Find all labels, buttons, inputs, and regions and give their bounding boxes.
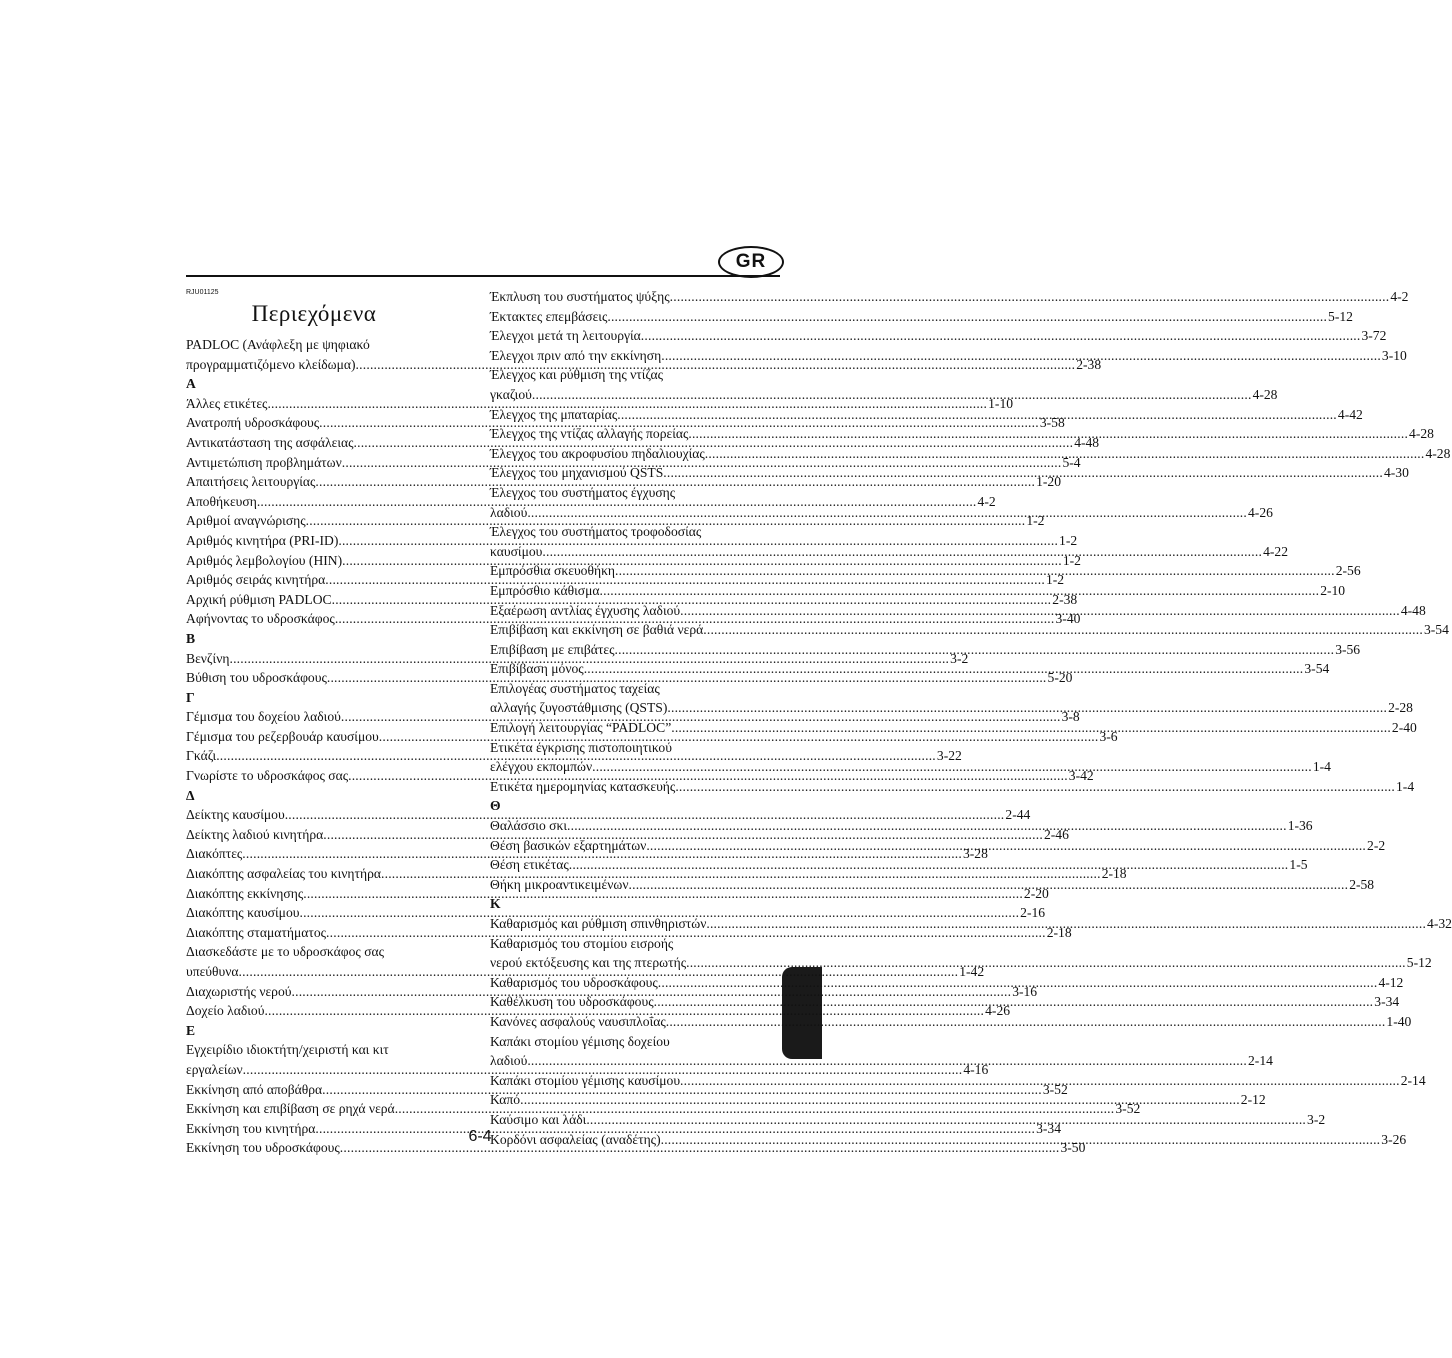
entry-title: καυσίμου xyxy=(490,543,543,559)
entry-page: 2-58 xyxy=(1349,876,1375,892)
entry-page: 2-12 xyxy=(1240,1092,1266,1108)
index-entry xyxy=(186,805,1031,825)
dot-leader xyxy=(658,973,1378,993)
entry-title: Διακόπτης ασφαλείας του κινητήρα xyxy=(186,866,381,882)
entry-page: 3-54 xyxy=(1423,622,1449,638)
entry-title: Καθέλκυση του υδροσκάφους xyxy=(490,994,654,1010)
entry-title: Εκκίνηση του κινητήρα xyxy=(186,1120,316,1136)
entry-title: Διακόπτες xyxy=(186,846,243,862)
entry-page: 2-56 xyxy=(1335,563,1361,579)
entry-title: Εκκίνηση του υδροσκάφους xyxy=(186,1140,340,1156)
index-entry-line: Έλεγχος του συστήματος τροφοδοσίας xyxy=(490,524,702,540)
entry-title: Δείκτης καυσίμου xyxy=(186,807,285,823)
entry-title: Διαχωριστής νερού xyxy=(186,983,292,999)
dot-leader xyxy=(675,777,1395,797)
entry-title: Εκκίνηση από αποβάθρα xyxy=(186,1081,323,1097)
entry-page: 4-42 xyxy=(1337,406,1363,422)
dot-leader xyxy=(703,620,1423,640)
dot-leader xyxy=(584,659,1304,679)
entry-title: Καύσιμο και λάδι xyxy=(490,1111,587,1127)
entry-title: Καθαρισμός του υδροσκάφους xyxy=(490,974,658,990)
entry-title: Αριθμοί αναγνώρισης xyxy=(186,513,306,529)
entry-title: νερού εκτόξευσης και της πτερωτής xyxy=(490,955,687,971)
entry-title: Έλεγχος του ακροφυσίου πηδαλιουχίας xyxy=(490,445,705,461)
entry-page: 3-28 xyxy=(962,846,988,862)
entry-title: Αφήνοντας το υδροσκάφος xyxy=(186,611,335,627)
entry-title: Δοχείο λαδιού xyxy=(186,1003,265,1019)
dot-leader xyxy=(615,640,1335,660)
entry-page: 2-18 xyxy=(1101,866,1127,882)
entry-page: 4-30 xyxy=(1383,465,1409,481)
entry-page: 4-26 xyxy=(1248,504,1273,520)
entry-title: λαδιού xyxy=(490,1053,528,1069)
dot-leader xyxy=(688,424,1408,444)
entry-page: 1-10 xyxy=(988,395,1014,411)
entry-page: 4-22 xyxy=(1263,543,1288,559)
entry-title: Έλεγχοι μετά τη λειτουργία xyxy=(490,328,641,344)
entry-page: 4-26 xyxy=(985,1003,1011,1019)
entry-title: Εξαέρωση αντλίας έγχυσης λαδιού xyxy=(490,602,681,618)
entry-title: Διακόπτης καυσίμου xyxy=(186,905,300,921)
entry-page: 2-38 xyxy=(1052,591,1078,607)
entry-page: 3-16 xyxy=(1012,983,1038,999)
dot-leader xyxy=(629,875,1349,895)
entry-title: Αντικατάσταση της ασφάλειας xyxy=(186,434,354,450)
page-title: Περιεχόμενα xyxy=(251,301,377,326)
entry-page: 3-8 xyxy=(1061,709,1080,725)
dot-leader xyxy=(654,992,1374,1012)
dot-leader xyxy=(527,503,1247,523)
index-entry-line: Εγχειρίδιο ιδιοκτήτη/χειριστή και κιτ xyxy=(186,1042,389,1058)
page-number: 6-4 xyxy=(468,1128,492,1145)
entry-title: Θέση βασικών εξαρτημάτων xyxy=(490,837,647,853)
entry-page: 5-12 xyxy=(1406,955,1432,971)
dot-leader xyxy=(641,326,1361,346)
entry-page: 4-2 xyxy=(977,493,996,509)
entry-title: Θήκη μικροαντικειμένων xyxy=(490,876,629,892)
section-letter: Α xyxy=(186,376,196,392)
entry-page: 3-72 xyxy=(1361,328,1387,344)
entry-title: Αριθμός σειράς κινητήρα xyxy=(186,572,326,588)
entry-title: Αριθμός λεμβολογίου (HIN) xyxy=(186,552,343,568)
entry-title: γκαζιού xyxy=(490,386,532,402)
entry-page: 4-12 xyxy=(1378,974,1404,990)
entry-title: Απαιτήσεις λειτουργίας xyxy=(186,474,316,490)
header-rule xyxy=(186,275,780,277)
index-entry xyxy=(186,903,1046,923)
entry-title: Εμπρόσθια σκευοθήκη xyxy=(490,563,616,579)
entry-page: 4-2 xyxy=(1390,289,1409,304)
index-entry xyxy=(490,777,1415,797)
entry-page: 3-50 xyxy=(1060,1140,1086,1156)
index-entry-line: PADLOC (Ανάφλεξη με ψηφιακό xyxy=(186,337,370,352)
entry-title: Έλεγχος της μπαταρίας xyxy=(490,406,618,422)
entry-page: 2-46 xyxy=(1043,826,1069,842)
entry-title: Θαλάσσιο σκι xyxy=(490,818,567,834)
entry-title: Κανόνες ασφαλούς ναυσιπλοΐας xyxy=(490,1013,666,1029)
dot-leader xyxy=(607,307,1327,327)
entry-page: 3-22 xyxy=(936,748,962,764)
entry-title: Γνωρίστε το υδροσκάφος σας xyxy=(186,768,349,784)
dot-leader xyxy=(586,1110,1306,1130)
index-entry-line: Επιλογέας συστήματος ταχείας xyxy=(490,680,660,696)
entry-page: 4-28 xyxy=(1425,445,1451,461)
index-entry xyxy=(490,307,1353,327)
entry-title: Γκάζι xyxy=(186,748,217,764)
entry-page: 5-4 xyxy=(1062,454,1081,470)
entry-page: 2-18 xyxy=(1046,924,1072,940)
entry-page: 5-20 xyxy=(1047,670,1073,686)
entry-page: 2-38 xyxy=(1076,356,1102,372)
entry-title: Έλεγχος του μηχανισμού QSTS xyxy=(490,465,664,481)
entry-title: Ανατροπή υδροσκάφους xyxy=(186,415,320,431)
entry-title: Αρχική ρύθμιση PADLOC xyxy=(186,591,332,607)
dot-leader xyxy=(527,1051,1247,1071)
dot-leader xyxy=(520,1090,1240,1110)
entry-page: 1-5 xyxy=(1289,857,1308,873)
section-letter: Γ xyxy=(186,689,195,705)
entry-title: Επιλογή λειτουργίας “PADLOC” xyxy=(490,720,672,736)
entry-title: Αριθμός κινητήρα (PRI-ID) xyxy=(186,532,339,548)
entry-title: Καπάκι στομίου γέμισης καυσίμου xyxy=(490,1072,681,1088)
entry-title: υπεύθυνα xyxy=(186,964,239,979)
entry-title: Θέση ετικέτας xyxy=(490,857,569,873)
dot-leader xyxy=(680,601,1400,621)
entry-page: 2-44 xyxy=(1005,807,1031,823)
dot-leader xyxy=(569,855,1289,875)
entry-page: 3-56 xyxy=(1335,641,1361,657)
section-letter: Κ xyxy=(490,896,501,912)
entry-page: 2-20 xyxy=(1023,885,1049,901)
dot-leader xyxy=(646,836,1366,856)
entry-title: Γέμισμα του ρεζερβουάρ καυσίμου xyxy=(186,728,379,744)
entry-page: 1-2 xyxy=(1026,513,1045,529)
entry-title: Βενζίνη xyxy=(186,650,230,666)
entry-title: εργαλείων xyxy=(186,1061,243,1077)
dot-leader xyxy=(663,463,1383,483)
entry-page: 2-16 xyxy=(1020,905,1046,921)
index-entry xyxy=(490,1012,1412,1032)
entry-page: 3-58 xyxy=(1039,415,1065,431)
entry-title: Έκτακτες επεμβάσεις xyxy=(490,308,608,324)
entry-page: 3-6 xyxy=(1099,728,1118,744)
entry-page: 4-32 xyxy=(1427,916,1452,931)
entry-page: 4-48 xyxy=(1400,602,1426,618)
dot-leader xyxy=(532,385,1252,405)
dot-leader xyxy=(600,581,1320,601)
section-letter: Β xyxy=(186,630,196,646)
entry-title: Έλεγχος της ντίζας αλλαγής πορείας xyxy=(490,426,689,442)
dot-leader xyxy=(667,698,1387,718)
entry-page: 2-2 xyxy=(1367,837,1386,853)
entry-page: 1-2 xyxy=(1062,552,1081,568)
entry-page: 4-28 xyxy=(1252,386,1278,402)
dot-leader xyxy=(567,816,1287,836)
index-entry xyxy=(490,287,1409,307)
entry-page: 3-34 xyxy=(1036,1120,1061,1136)
entry-title: Αντιμετώπιση προβλημάτων xyxy=(186,454,342,470)
entry-page: 2-14 xyxy=(1248,1053,1273,1069)
entry-title: Έκπλυση του συστήματος ψύξης xyxy=(490,289,670,304)
dot-leader xyxy=(706,914,1426,934)
entry-page: 3-52 xyxy=(1115,1101,1141,1117)
entry-title: Άλλες ετικέτες xyxy=(186,395,268,411)
entry-title: Γέμισμα του δοχείου λαδιού xyxy=(186,709,341,725)
language-badge: GR xyxy=(718,246,784,278)
entry-title: Βύθιση του υδροσκάφους xyxy=(186,670,327,686)
entry-page: 4-28 xyxy=(1409,426,1434,442)
dot-leader xyxy=(615,561,1335,581)
index-entry-line: Καπάκι στομίου γέμισης δοχείου xyxy=(490,1033,670,1049)
section-letter: Ε xyxy=(186,1022,196,1038)
entry-title: προγραμματιζόμενο κλείδωμα) xyxy=(186,356,356,372)
index-entry xyxy=(490,620,1449,640)
entry-page: 1-36 xyxy=(1287,818,1313,834)
entry-title: Επιβίβαση και εκκίνηση σε βαθιά νερά xyxy=(490,622,704,638)
entry-title: λαδιού xyxy=(490,504,528,520)
dot-leader xyxy=(592,757,1312,777)
entry-title: αλλαγής ζυγοστάθμισης (QSTS) xyxy=(490,700,668,716)
dot-leader xyxy=(671,718,1391,738)
dot-leader xyxy=(661,346,1381,366)
entry-page: 3-34 xyxy=(1374,994,1400,1010)
index-entry xyxy=(490,326,1387,346)
index-entry-line: Έλεγχος και ρύθμιση της ντίζας xyxy=(490,367,664,383)
entry-page: 2-28 xyxy=(1388,700,1413,716)
entry-title: ελέγχου εκπομπών xyxy=(490,759,593,775)
dot-leader xyxy=(617,405,1337,425)
entry-page: 1-2 xyxy=(1059,532,1078,548)
entry-title: Εμπρόσθιο κάθισμα xyxy=(490,582,600,598)
entry-title: Δείκτης λαδιού κινητήρα xyxy=(186,826,324,842)
dot-leader xyxy=(666,1012,1386,1032)
entry-page: 2-10 xyxy=(1320,582,1346,598)
entry-page: 2-40 xyxy=(1391,720,1417,736)
entry-page: 4-16 xyxy=(963,1061,989,1077)
entry-page: 3-52 xyxy=(1042,1081,1068,1097)
section-letter: Δ xyxy=(186,787,195,803)
entry-title: Αποθήκευση xyxy=(186,493,257,509)
entry-page: 1-20 xyxy=(1036,474,1062,490)
dot-leader xyxy=(542,542,1262,562)
dot-leader xyxy=(680,1071,1400,1091)
index-entry-line: Διασκεδάστε με το υδροσκάφος σας xyxy=(186,944,385,960)
entry-page: 3-26 xyxy=(1381,1131,1407,1147)
index-entry-line: Καθαρισμός του στομίου εισροής xyxy=(490,935,674,951)
entry-page: 3-40 xyxy=(1055,611,1081,627)
entry-page: 3-42 xyxy=(1068,768,1094,784)
entry-page: 3-2 xyxy=(950,650,969,666)
dot-leader xyxy=(705,444,1425,464)
entry-page: 4-48 xyxy=(1074,434,1100,450)
entry-title: Ετικέτα ημερομηνίας κατασκευής xyxy=(490,778,676,794)
document-code: RJU01125 xyxy=(186,289,219,296)
entry-title: Επιβίβαση μόνος xyxy=(490,661,584,677)
index-entry-line: Ετικέτα έγκρισης πιστοποιητικού xyxy=(490,739,672,755)
entry-page: 3-54 xyxy=(1304,661,1330,677)
dot-leader xyxy=(686,953,1406,973)
entry-page: 1-40 xyxy=(1386,1013,1412,1029)
entry-title: Διακόπτης εκκίνησης xyxy=(186,885,304,901)
entry-title: Καπό xyxy=(490,1092,521,1108)
entry-title: Επιβίβαση με επιβάτες xyxy=(490,641,615,657)
dot-leader xyxy=(670,287,1390,307)
entry-page: 3-2 xyxy=(1307,1111,1326,1127)
entry-title: Διακόπτης σταματήματος xyxy=(186,924,327,940)
entry-page: 2-14 xyxy=(1400,1072,1426,1088)
entry-title: Έλεγχοι πριν από την εκκίνηση xyxy=(490,347,662,363)
entry-page: 1-4 xyxy=(1312,759,1331,775)
entry-title: Καθαρισμός και ρύθμιση σπινθηριστών xyxy=(490,916,707,931)
entry-page: 1-2 xyxy=(1045,572,1065,588)
entry-title: Εκκίνηση και επιβίβαση σε ρηχά νερά xyxy=(186,1101,395,1117)
entry-page: 1-4 xyxy=(1396,778,1415,794)
entry-page: 5-12 xyxy=(1328,308,1353,324)
index-entry-line: Έλεγχος του συστήματος έγχυσης xyxy=(490,484,676,500)
entry-page: 1-42 xyxy=(959,964,985,979)
section-letter: Θ xyxy=(490,798,501,814)
entry-title: Κορδόνι ασφαλείας (αναδέτης) xyxy=(490,1131,661,1147)
entry-page: 3-10 xyxy=(1381,347,1407,363)
